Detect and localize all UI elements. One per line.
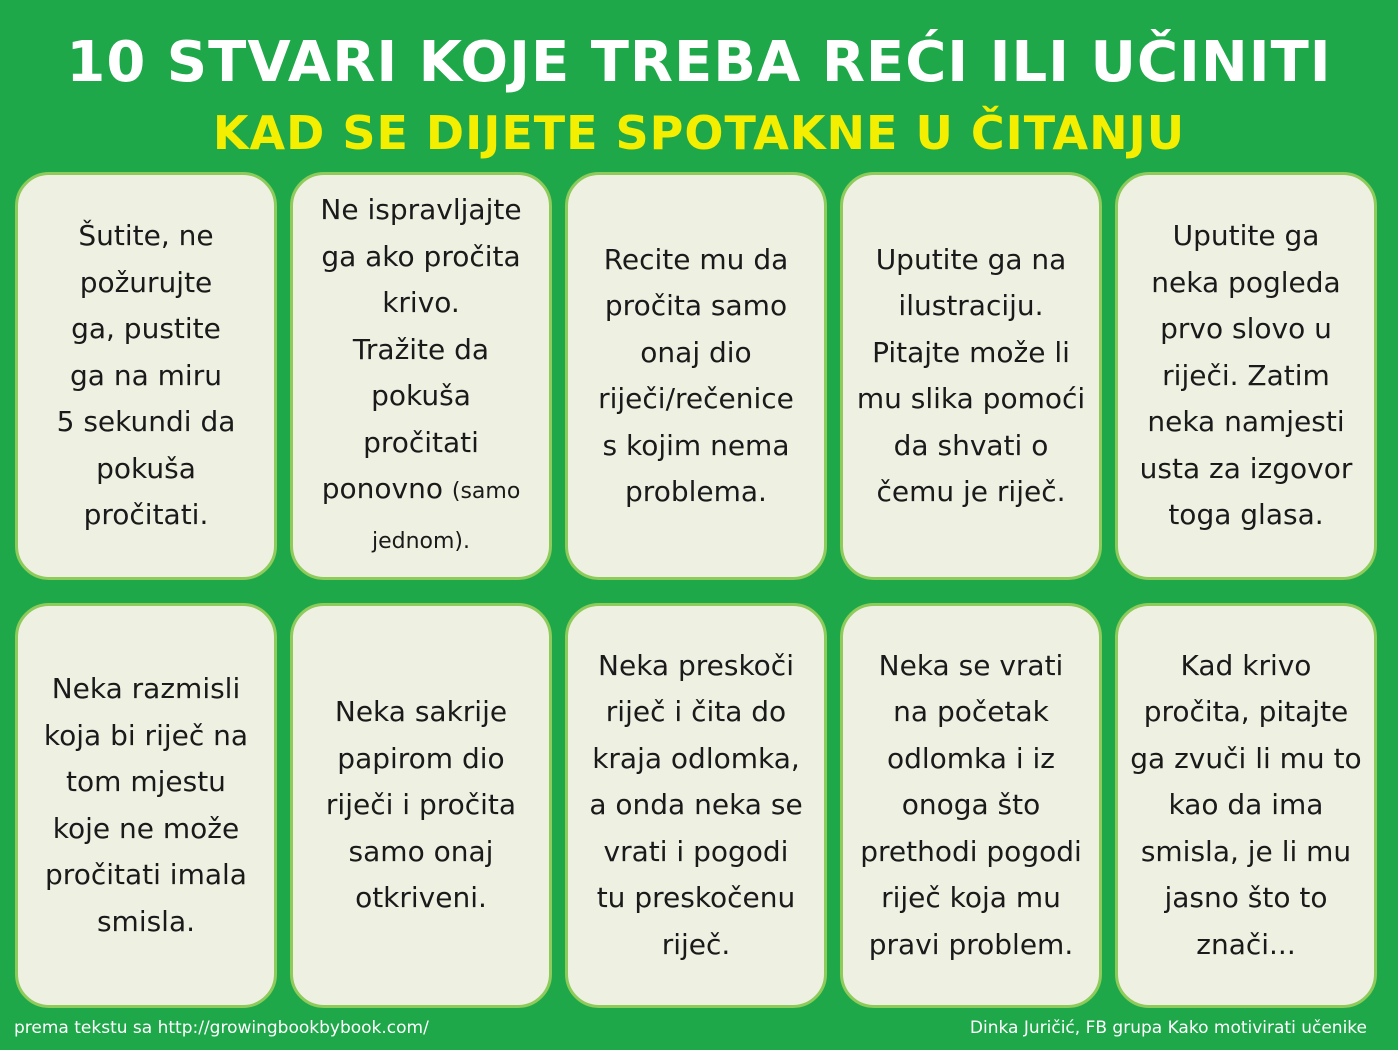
tip-card-9-text: Neka se vrati na početak odlomka i iz onoga što prethodi pogodi riječ koja mu pravi problem. xyxy=(860,648,1082,961)
tip-card-8 xyxy=(565,603,827,1008)
tip-card-6-text: Neka razmisli koja bi riječ na tom mjestu koje ne može pročitati imala smisla. xyxy=(43,672,249,938)
page-title: 10 STVARI KOJE TREBA REĆI ILI UČINITI xyxy=(66,30,1332,95)
footer-source: prema tekstu sa http://growingbookbybook.com/ xyxy=(14,1018,429,1038)
tip-card-2-note: (samo xyxy=(451,479,521,504)
tip-card-3 xyxy=(565,172,827,580)
tip-card-5-text: Uputite ga neka pogleda prvo slovo u riječi. Zatim neka namjesti usta za izgovor toga glasa. xyxy=(1139,219,1353,532)
footer-author: Dinka Juričić, FB grupa Kako motivirati učenike xyxy=(969,1018,1367,1038)
tip-card-4-text: Uputite ga na ilustraciju. Pitajte može li mu slika pomoći da shvati o čemu je riječ. xyxy=(856,242,1086,508)
page-subtitle: KAD SE DIJETE SPOTAKNE U ČITANJU xyxy=(212,106,1186,160)
tip-card-7 xyxy=(290,603,552,1008)
tip-card-4 xyxy=(840,172,1102,580)
tip-card-3-text: Recite mu da pročita samo onaj dio riječi/rečenice s kojim nema problema. xyxy=(598,242,794,508)
tip-card-9 xyxy=(840,603,1102,1008)
tip-card-1 xyxy=(15,172,277,580)
tip-card-10-text: Kad krivo pročita, pitajte ga zvuči li mu to kao da ima smisla, je li mu jasno što to znači... xyxy=(1130,648,1362,961)
tip-card-6 xyxy=(15,603,277,1008)
tip-card-5 xyxy=(1115,172,1377,580)
tip-card-2-note-end: jednom). xyxy=(371,528,471,554)
tip-card-10 xyxy=(1115,603,1377,1008)
tip-card-2 xyxy=(290,172,552,580)
tip-card-7-text: Neka sakrije papirom dio riječi i pročita samo onaj otkriveni. xyxy=(325,695,517,915)
tip-card-1-text: Šutite, ne požurujte ga, pustite ga na miru 5 sekundi da pokuša pročitati. xyxy=(56,219,236,532)
tip-card-2-text: Ne ispravljajte ga ako pročita krivo. Tražite da pokuša pročitati ponovno (samo jednom). xyxy=(320,193,522,554)
tip-card-8-text: Neka preskoči riječ i čita do kraja odlomka, a onda neka se vrati i pogodi tu preskočenu riječ. xyxy=(589,648,803,961)
